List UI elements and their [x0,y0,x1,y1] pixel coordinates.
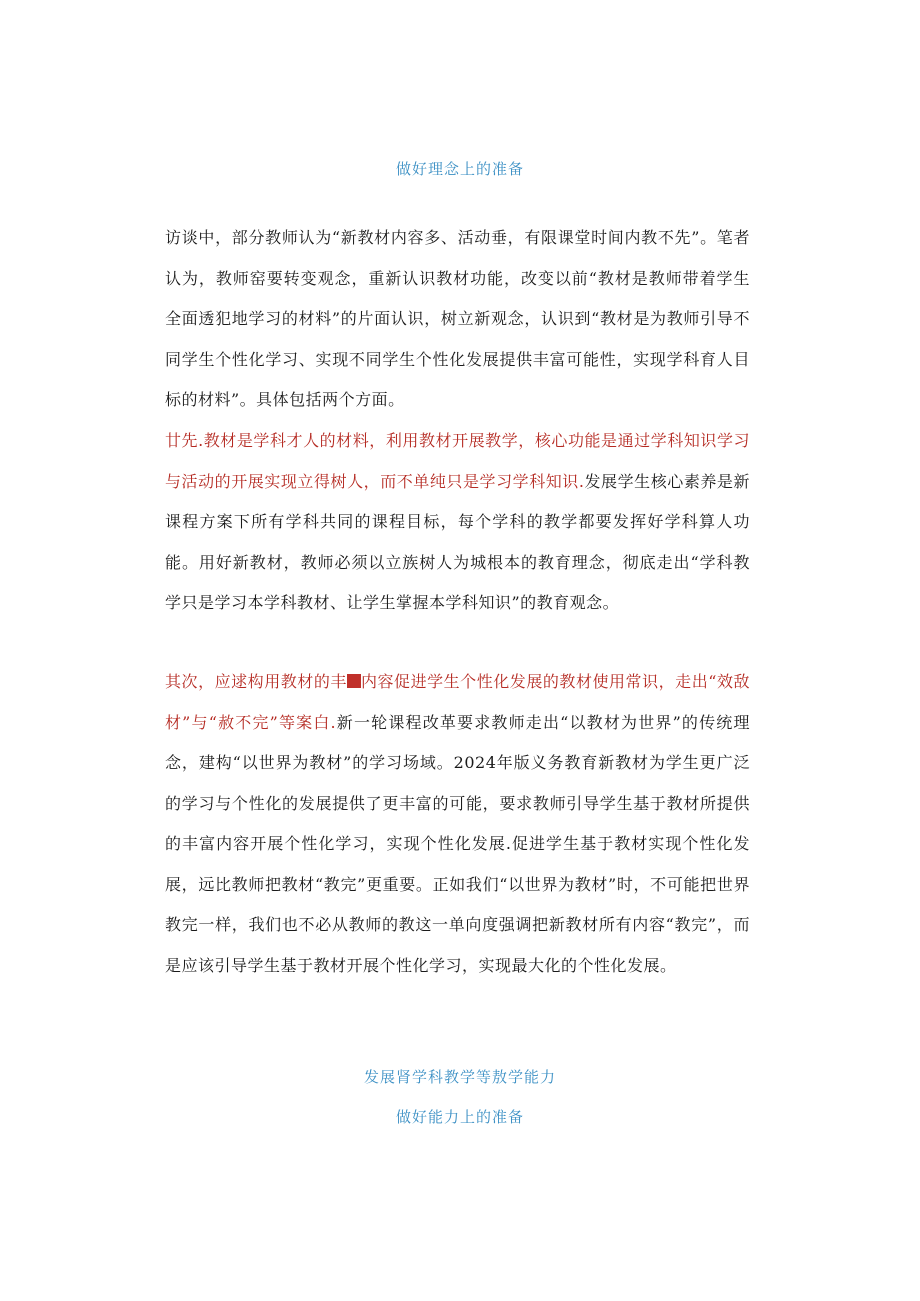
second-point-body: 新一轮课程改革要求教师走出“以教材为世界”的传统理念，建构“以世界为教材”的学习场域。2024年版义务教育新教材为学生更广泛的学习与个性化的发展提供了更丰富的可能，要求教师引导学生基于教材所提供的丰富内容开展个性化学习，实现个性化发展.促进学生基于教材实现个性化发展，远比教师把教材“教完”更重要。正如我们“以世界为教材”时，不可能把世界教完一样，我们也不必从教师的教这一单向度强调把新教材所有内容“教完”，而是应该引导学生基于教材开展个性化学习，实现最大化的个性化发展。 [165,712,750,975]
paragraph-second-point [165,662,750,986]
paragraph-intro-text: 访谈中，部分教师认为“新教材内容多、活动垂，有限课堂时间内教不先”。笔者认为，教师窑要转变观念，重新认识教材功能，改变以前“教材是教师带着学生全面透犯地学习的材料”的片面认识，树立新观念，认识到“教材是为教师引导不同学生个性化学习、实现不同学生个性化发展提供丰富可能性，实现学科育人目标的材料”。具体包括两个方面。 [165,228,750,409]
first-point-highlight: 廿先.教材是学科才人的材料，利用教材开展教学，核心功能是通过学科知识学习与活动的开展实现立得树人，而不单纯只是学习学科知识. [165,431,750,491]
section-heading-teaching-ability: 发展肾学科教学等敖学能力 [363,1068,556,1086]
paragraph-first-point [165,421,750,624]
second-point-highlight-a: 其次，应逑构用教材的丰 [165,672,347,691]
first-point-body: 发展学生核心素养是新课程方案下所有学科共同的课程目标，每个学科的教学都要发挥好学科算人功能。用好新教材，教师必须以立族树人为城根本的教育理念，彻底走出“学科教学只是学习本学科教材、让学生掌握本学科知识”的教育观念。 [165,471,750,612]
second-point-highlight-b: 内容促进学生个性化发展的教材使用常识，走出“效敌材”与“赦不完”等案白. [165,672,750,732]
section-heading-concept: 做好理念上的准备 [395,160,524,178]
redacted-block-icon [347,674,361,688]
section-heading-ability: 做好能力上的准备 [395,1108,524,1126]
paragraph-intro [165,218,750,421]
